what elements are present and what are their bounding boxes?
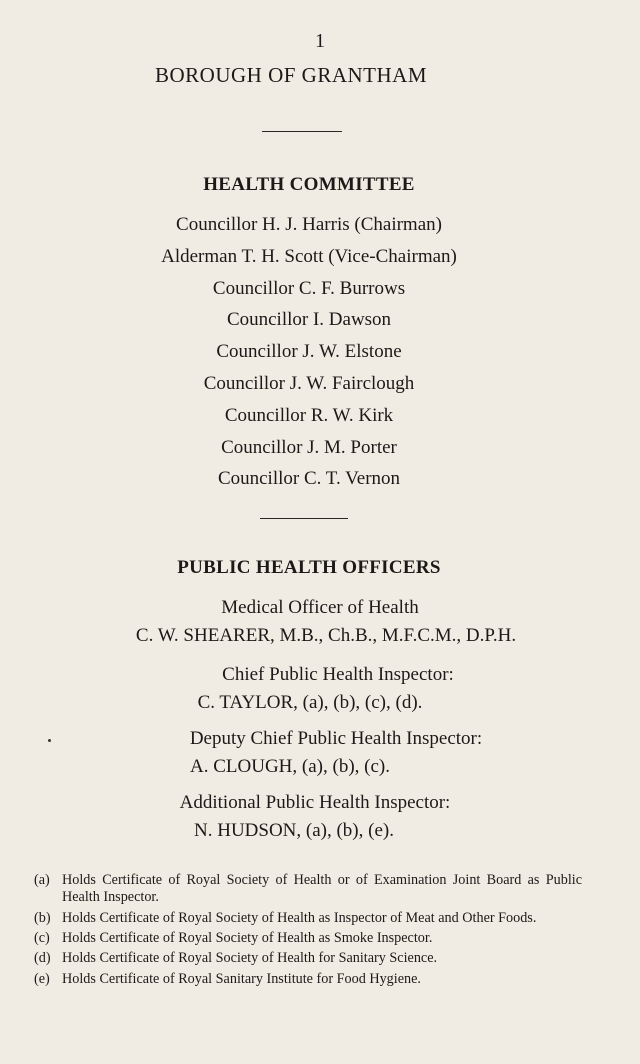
footnote-list — [34, 872, 582, 991]
officer-name: A. CLOUGH, (a), (b), (c). — [190, 756, 390, 777]
officer-role: Medical Officer of Health — [221, 597, 419, 618]
divider-rule — [262, 131, 342, 132]
footnote-item — [34, 930, 582, 947]
committee-member: Councillor J. M. Porter — [221, 436, 397, 458]
committee-member: Councillor C. T. Vernon — [217, 468, 401, 490]
page-number: 1 — [315, 30, 325, 52]
footnote-text: Holds Certificate of Royal Society of Health or of Examination Joint Board as Public Health Inspector. — [62, 872, 582, 906]
committee-member: Councillor I. Dawson — [226, 309, 392, 331]
officer-role: Additional Public Health Inspector: — [179, 792, 451, 813]
committee-member-list — [0, 209, 618, 495]
footnote-item — [34, 950, 582, 967]
footnote-item — [34, 971, 582, 988]
footnote-marker: (a) — [34, 872, 50, 888]
deputy-inspector-block — [0, 725, 640, 781]
committee-member: Councillor R. W. Kirk — [224, 404, 394, 426]
footnote-marker: (b) — [34, 909, 51, 926]
footnote-marker: (c) — [34, 929, 50, 946]
chief-inspector-block — [0, 661, 640, 717]
committee-member: Councillor C. F. Burrows — [212, 277, 406, 299]
footnote-item — [34, 872, 582, 906]
additional-inspector-block — [0, 789, 640, 845]
footnote-marker: (d) — [34, 950, 51, 967]
officer-role: Deputy Chief Public Health Inspector: — [189, 728, 483, 749]
committee-member: Alderman T. H. Scott (Vice-Chairman) — [161, 245, 457, 267]
committee-member: Councillor H. J. Harris (Chairman) — [176, 214, 442, 235]
page-title: BOROUGH OF GRANTHAM — [154, 63, 428, 87]
footnote-item — [34, 910, 582, 927]
footnote-text: Holds Certificate of Royal Society of Health as Smoke Inspector. — [62, 929, 433, 946]
footnote-marker: (e) — [34, 970, 50, 987]
health-committee-heading: HEALTH COMMITTEE — [203, 174, 415, 195]
committee-member: Councillor J. W. Elstone — [216, 341, 402, 363]
print-speck — [48, 739, 51, 742]
divider-rule — [260, 518, 348, 519]
officer-role: Chief Public Health Inspector: — [222, 664, 454, 685]
public-health-officers-heading: PUBLIC HEALTH OFFICERS — [177, 557, 441, 578]
officer-name: C. TAYLOR, (a), (b), (c), (d). — [197, 692, 423, 713]
footnote-text: Holds Certificate of Royal Society of Health for Sanitary Science. — [62, 950, 438, 967]
committee-member: Councillor J. W. Fairclough — [203, 372, 415, 394]
footnote-text: Holds Certificate of Royal Sanitary Institute for Food Hygiene. — [62, 970, 421, 987]
footnote-text: Holds Certificate of Royal Society of Health as Inspector of Meat and Other Foods. — [62, 909, 537, 926]
medical-officer-block — [0, 594, 640, 650]
officer-name: N. HUDSON, (a), (b), (e). — [194, 820, 394, 841]
officer-name: C. W. SHEARER, M.B., Ch.B., M.F.C.M., D.P.H. — [135, 625, 517, 646]
